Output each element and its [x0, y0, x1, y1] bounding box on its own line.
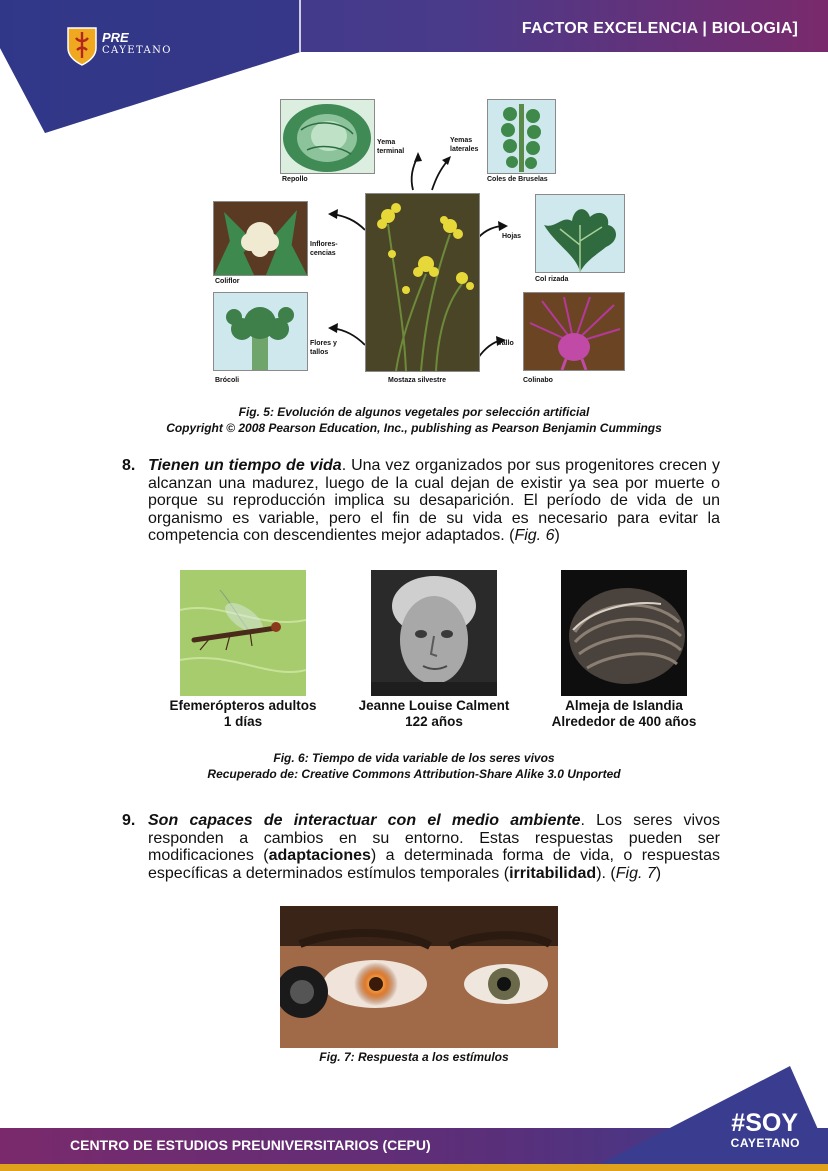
- label-col-rizada: Col rizada: [535, 276, 569, 283]
- item-9-fig-ref: Fig. 7: [615, 864, 656, 882]
- almeja-islandia-image: [561, 570, 687, 696]
- item-9: [122, 812, 720, 882]
- jeanne-calment-image: [371, 570, 497, 696]
- footer-hashtag: #SOY: [731, 1109, 798, 1137]
- repollo-image: [280, 99, 375, 174]
- cayetano-shield-icon: [66, 26, 98, 66]
- item-9-adaptaciones: adaptaciones: [268, 847, 371, 864]
- fig7-caption: Fig. 7: Respuesta a los estímulos: [319, 1050, 509, 1064]
- fig6-label-efemeropteros: Efemerópteros adultos: [169, 698, 317, 713]
- efemeroptero-image: [180, 570, 306, 696]
- coliflor-image: [213, 201, 308, 276]
- label-flores-tallos-2: tallos: [310, 349, 329, 356]
- fig6-span-almeja: Alrededor de 400 años: [551, 714, 697, 729]
- item-9-text-1: . Los seres vivos responden a cambios en su entorno. Estas respuestas pueden ser modificaciones (: [148, 812, 721, 864]
- label-repollo: Repollo: [282, 176, 308, 183]
- label-flores-tallos-1: Flores y: [310, 340, 337, 347]
- item-8: [122, 457, 720, 545]
- label-coles-bruselas: Coles de Bruselas: [487, 176, 548, 183]
- label-yemas-laterales-1: Yemas: [450, 137, 473, 144]
- fig6-label-almeja: Almeja de Islandia: [565, 698, 683, 713]
- item-8-lead: Tienen un tiempo de vida: [148, 457, 342, 474]
- header-title: FACTOR EXCELENCIA | BIOLOGIA]: [521, 20, 798, 37]
- item-9-close: ): [655, 864, 662, 882]
- label-tallo: Tallo: [498, 340, 514, 347]
- logo-cayetano: CAYETANO: [102, 45, 172, 56]
- fig5-caption: Fig. 5: Evolución de algunos vegetales por selección artificial: [238, 405, 590, 419]
- label-hojas: Hojas: [502, 233, 522, 240]
- item-9-text-3: ). (: [596, 864, 616, 882]
- footer-text: CENTRO DE ESTUDIOS PREUNIVERSITARIOS (CEPU): [70, 1137, 431, 1153]
- logo-pre: PRE: [102, 30, 129, 45]
- fig6-caption: Fig. 6: Tiempo de vida variable de los seres vivos: [273, 751, 555, 765]
- mostaza-silvestre-image: [365, 193, 480, 372]
- item-9-number: 9.: [122, 812, 136, 829]
- item-9-lead: Son capaces de interactuar con el medio ambiente: [148, 812, 581, 829]
- fig6-span-efemeropteros: 1 días: [223, 714, 263, 729]
- fig6-label-calment: Jeanne Louise Calment: [358, 698, 510, 713]
- label-brocoli: Brócoli: [215, 377, 240, 384]
- label-colinabo: Colinabo: [523, 377, 553, 384]
- coles-bruselas-image: [487, 99, 556, 174]
- fig5-copyright: Copyright © 2008 Pearson Education, Inc., publishing as Pearson Benjamin Cummings: [166, 421, 662, 435]
- label-yema-terminal-1: Yema: [377, 139, 396, 146]
- item-8-text: . Una vez organizados por sus progenitores crecen y alcanzan una madurez, luego de la cual dejan de existir ya sea por muerte o porque su reproducción implica su desaparición. El período de vida de un organismo es variable, pero el fin de su vida es necesario para evitar la competencia con descendientes mejor adaptados. (: [148, 457, 721, 544]
- label-yemas-laterales-2: laterales: [450, 146, 479, 153]
- label-yema-terminal-2: terminal: [377, 148, 405, 155]
- item-9-text-2: ) a determinada forma de vida, o respuestas específicas a determinados estímulos temporales (: [148, 847, 720, 882]
- fig6-source: Recuperado de: Creative Commons Attribution-Share Alike 3.0 Unported: [207, 767, 621, 781]
- label-coliflor: Coliflor: [215, 278, 240, 285]
- label-mostaza-silvestre: Mostaza silvestre: [388, 377, 446, 384]
- figure-7-eye-image: [280, 906, 558, 1048]
- footer-hashtag-sub: CAYETANO: [730, 1136, 800, 1150]
- colinabo-image: [523, 292, 625, 371]
- brocoli-image: [213, 292, 308, 371]
- item-9-irritabilidad: irritabilidad: [509, 864, 597, 882]
- item-8-fig-ref: Fig. 6: [514, 527, 555, 544]
- footer-banner: [0, 1060, 828, 1171]
- col-rizada-image: [535, 194, 625, 273]
- label-inflorescencias-2: cencias: [310, 250, 336, 257]
- item-8-close: ): [554, 527, 560, 544]
- label-inflorescencias-1: Inflores-: [310, 241, 338, 248]
- fig6-span-calment: 122 años: [405, 714, 463, 729]
- item-8-number: 8.: [122, 457, 136, 474]
